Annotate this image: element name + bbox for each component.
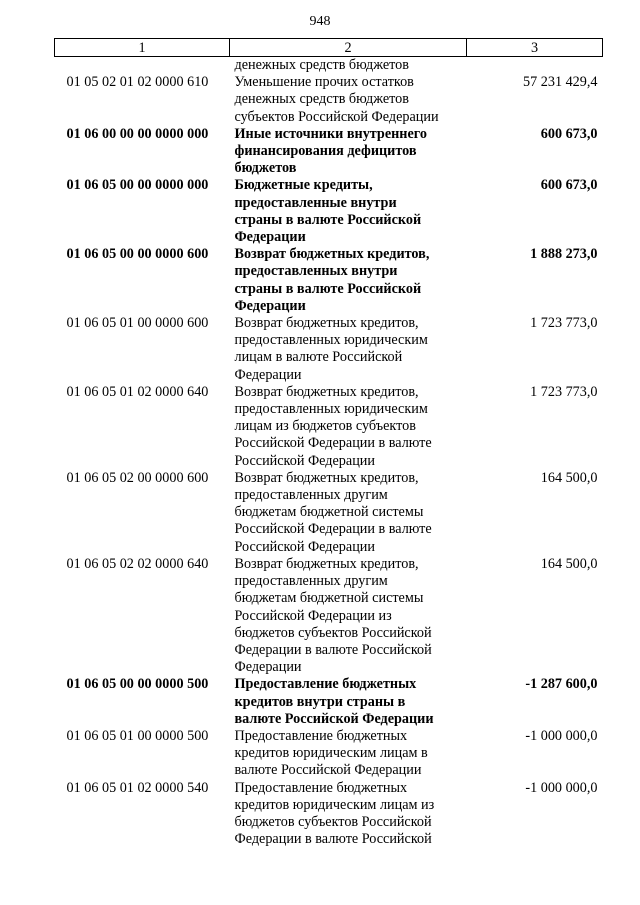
row-name: Возврат бюджетных кредитов, предоставленных юридическим лицам из бюджетов субъектов Российской Федерации в валюте Российской Федерации <box>234 383 432 469</box>
row-name: Предоставление бюджетных кредитов юридическим лицам из бюджетов субъектов Российской Федерации в валюте Российской <box>234 779 435 848</box>
page-number: 948 <box>309 14 331 29</box>
row-code: 01 06 05 02 00 0000 600 <box>66 469 209 486</box>
row-name: Уменьшение прочих остатков денежных средств бюджетов субъектов Российской Федерации <box>234 74 439 125</box>
table-row <box>55 57 603 75</box>
table-row-bold <box>55 126 603 178</box>
row-name: Возврат бюджетных кредитов, предоставленных другим бюджетам бюджетной системы Российской Федерации из бюджетов субъектов Российской Федерации в валюте Российской Федерации <box>234 555 432 676</box>
row-name: Предоставление бюджетных кредитов внутри страны в валюте Российской Федерации <box>234 676 434 727</box>
row-code: 01 06 05 01 02 0000 540 <box>66 779 209 796</box>
table-row <box>55 728 603 780</box>
row-name: Бюджетные кредиты, предоставленные внутри страны в валюте Российской Федерации <box>234 177 422 246</box>
table-row <box>55 470 603 556</box>
row-code: 01 06 00 00 00 0000 000 <box>66 125 209 142</box>
row-code: 01 06 05 01 00 0000 600 <box>66 315 209 332</box>
row-name: денежных средств бюджетов <box>234 57 409 73</box>
row-code: 01 05 02 01 02 0000 610 <box>66 74 209 91</box>
row-code: 01 06 05 00 00 0000 500 <box>66 676 209 693</box>
row-code: 01 06 05 00 00 0000 000 <box>66 177 209 194</box>
column-header-amount: 3 <box>467 39 603 57</box>
row-code: 01 06 05 02 02 0000 640 <box>66 555 209 572</box>
row-name: Возврат бюджетных кредитов, предоставленных юридическим лицам в валюте Российской Федерации <box>234 315 428 383</box>
row-code: 01 06 05 00 00 0000 600 <box>66 246 209 263</box>
row-amount: -1 000 000,0 <box>525 779 598 796</box>
table-row <box>55 556 603 676</box>
row-amount: -1 000 000,0 <box>525 727 598 744</box>
row-amount: 57 231 429,4 <box>523 74 598 91</box>
row-code: 01 06 05 01 00 0000 500 <box>66 727 209 744</box>
table-row-bold <box>55 246 603 315</box>
table-row <box>55 780 603 849</box>
row-name: Возврат бюджетных кредитов, предоставленных внутри страны в валюте Российской Федерации <box>234 246 430 314</box>
table-row-bold <box>55 177 603 246</box>
row-code: 01 06 05 01 02 0000 640 <box>66 383 209 400</box>
column-header-code: 1 <box>55 39 230 57</box>
table-row <box>55 384 603 470</box>
row-amount <box>467 57 603 75</box>
row-amount: 600 673,0 <box>540 125 598 142</box>
table-row <box>55 315 603 384</box>
row-name: Возврат бюджетных кредитов, предоставленных другим бюджетам бюджетной системы Российской Федерации в валюте Российской Федерации <box>234 469 432 555</box>
table-row-bold <box>55 676 603 728</box>
row-amount: 164 500,0 <box>540 469 598 486</box>
table-header-row <box>55 39 603 57</box>
row-amount: 164 500,0 <box>540 555 598 572</box>
row-amount: 1 723 773,0 <box>530 383 598 400</box>
row-name: Иные источники внутреннего финансирования дефицитов бюджетов <box>234 125 427 177</box>
table-row <box>55 74 603 126</box>
column-header-name: 2 <box>230 39 467 57</box>
row-name: Предоставление бюджетных кредитов юридическим лицам в валюте Российской Федерации <box>234 727 428 779</box>
row-amount: 1 723 773,0 <box>530 315 598 332</box>
row-amount: 600 673,0 <box>540 177 598 194</box>
budget-sources-table <box>54 38 603 848</box>
row-code <box>55 57 230 75</box>
row-amount: -1 287 600,0 <box>525 676 598 693</box>
row-amount: 1 888 273,0 <box>530 246 598 263</box>
